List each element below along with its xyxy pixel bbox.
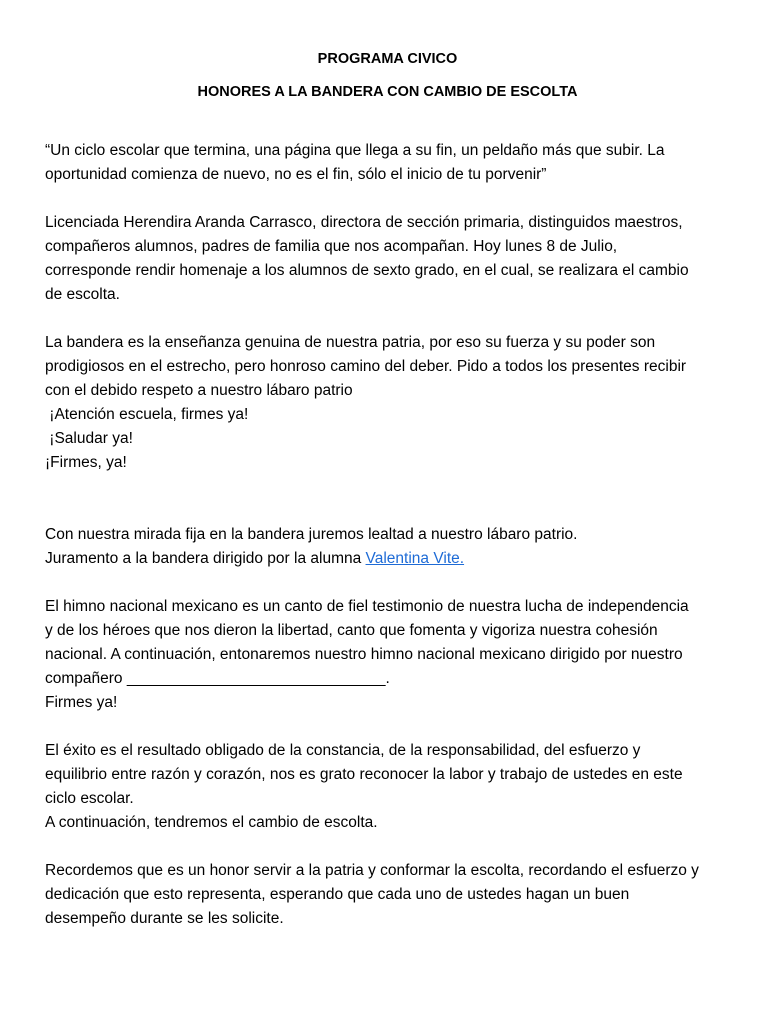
quote-paragraph (45, 139, 730, 187)
anthem-paragraph (45, 595, 730, 715)
command-line: ¡Firmes, ya! (45, 454, 127, 471)
text-line: El éxito es el resultado obligado de la constancia, de la responsabilidad, del esfuerzo y (45, 742, 641, 759)
text-line: Licenciada Herendira Aranda Carrasco, directora de sección primaria, distinguidos maestros, (45, 214, 683, 231)
oath-paragraph (45, 523, 730, 571)
honor-paragraph (45, 859, 730, 931)
text-line: corresponde rendir homenaje a los alumnos de sexto grado, en el cual, se realizara el cambio (45, 262, 689, 279)
text-line: prodigiosos en el estrecho, pero honroso camino del deber. Pido a todos los presentes recibir (45, 358, 687, 375)
document-subtitle: HONORES A LA BANDERA CON CAMBIO DE ESCOLTA (197, 84, 578, 100)
text-line: con el debido respeto a nuestro lábaro patrio (45, 382, 353, 399)
text-line: dedicación que esto representa, esperando que cada uno de ustedes hagan un buen (45, 886, 630, 903)
text-line: equilibrio entre razón y corazón, nos es grato reconocer la labor y trabajo de ustedes en este (45, 766, 683, 783)
text-line: de escolta. (45, 286, 120, 303)
text-line: y de los héroes que nos dieron la libertad, canto que fomenta y vigoriza nuestra cohesión (45, 622, 658, 639)
greeting-paragraph (45, 211, 730, 307)
text-line (45, 547, 730, 571)
text-line: “Un ciclo escolar que termina, una página que llega a su fin, un peldaño más que subir. La (45, 142, 665, 159)
text-line: nacional. A continuación, entonaremos nuestro himno nacional mexicano dirigido por nuestro (45, 646, 683, 663)
text-line: ciclo escolar. (45, 790, 134, 807)
success-paragraph (45, 739, 730, 835)
document-page (45, 48, 730, 931)
text-line: Recordemos que es un honor servir a la patria y conformar la escolta, recordando el esfuerzo y (45, 862, 699, 879)
flag-paragraph (45, 331, 730, 475)
document-title: PROGRAMA CIVICO (317, 51, 458, 67)
oath-prefix: Juramento a la bandera dirigido por la alumna (45, 550, 366, 567)
text-line: compañeros alumnos, padres de familia que nos acompañan. Hoy lunes 8 de Julio, (45, 238, 618, 255)
text-line: A continuación, tendremos el cambio de escolta. (45, 814, 378, 831)
text-line: Firmes ya! (45, 694, 118, 711)
text-line: desempeño durante se les solicite. (45, 910, 284, 927)
text-line: El himno nacional mexicano es un canto de fiel testimonio de nuestra lucha de independencia (45, 598, 689, 615)
text-line: La bandera es la enseñanza genuina de nuestra patria, por eso su fuerza y su poder son (45, 334, 656, 351)
student-name-link[interactable]: Valentina Vite. (365, 550, 465, 567)
text-line: Con nuestra mirada fija en la bandera juremos lealtad a nuestro lábaro patrio. (45, 526, 578, 543)
text-line: oportunidad comienza de nuevo, no es el fin, sólo el inicio de tu porvenir” (45, 166, 547, 183)
text-line: compañero ______________________________. (45, 670, 390, 687)
command-line: ¡Atención escuela, firmes ya! (45, 406, 249, 423)
command-line: ¡Saludar ya! (45, 430, 133, 447)
